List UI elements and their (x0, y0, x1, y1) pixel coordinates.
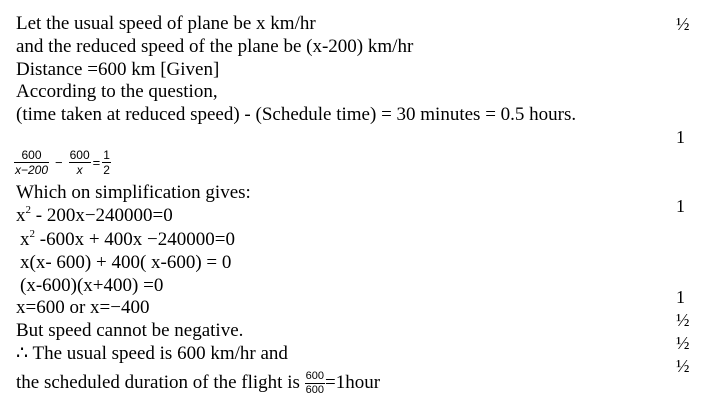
fraction-2-numerator: 600 (69, 148, 90, 162)
text-line-2: and the reduced speed of the plane be (x-200) km/hr (16, 36, 414, 57)
text-line-8-rest: -600x + 400x −240000=0 (39, 229, 235, 250)
inline-fraction (305, 370, 325, 397)
text-line-7-rest: - 200x−240000=0 (35, 205, 173, 226)
text-line-14-end: =1hour (325, 371, 381, 393)
text-line-10: (x-600)(x+400) =0 (20, 275, 164, 296)
mark-5: ½ (676, 310, 690, 330)
text-line-4: According to the question, (16, 81, 218, 102)
mark-1: ½ (676, 14, 690, 34)
mark-4: 1 (676, 287, 685, 307)
exponent-2: 2 (29, 228, 35, 240)
text-line-5: (time taken at reduced speed) - (Schedule time) = 30 minutes = 0.5 hours. (16, 104, 577, 125)
fraction-3 (102, 148, 111, 177)
mark-2: 1 (676, 127, 685, 147)
minus-sign: − (55, 155, 63, 170)
text-line-12: But speed cannot be negative. (16, 320, 244, 341)
text-line-7 (16, 205, 173, 227)
mark-6: ½ (676, 333, 690, 353)
fraction-1-denominator: x−200 (15, 163, 49, 177)
fraction-1 (14, 148, 49, 177)
text-line-6: Which on simplification gives: (16, 182, 251, 203)
fraction-2-denominator: x (76, 163, 83, 177)
mark-3: 1 (676, 196, 685, 216)
fraction-3-denominator: 2 (103, 163, 110, 177)
inline-fraction-denominator: 600 (305, 384, 324, 396)
fraction-3-numerator: 1 (103, 148, 110, 162)
mark-7: ½ (676, 356, 690, 376)
text-line-14 (16, 370, 380, 397)
text-line-8 (20, 229, 235, 251)
fraction-2 (69, 148, 91, 177)
fraction-equation (14, 148, 111, 177)
equals-sign: = (92, 155, 101, 170)
text-line-1: Let the usual speed of plane be x km/hr (16, 13, 316, 34)
text-line-11: x=600 or x=−400 (16, 297, 150, 318)
text-line-13: ∴ The usual speed is 600 km/hr and (16, 343, 288, 364)
text-line-3: Distance =600 km [Given] (16, 59, 220, 80)
text-line-9: x(x- 600) + 400( x-600) = 0 (20, 252, 232, 273)
exponent-2: 2 (25, 204, 31, 216)
text-line-14-start: the scheduled duration of the flight is (16, 371, 300, 393)
x-var: x (16, 205, 26, 226)
fraction-1-numerator: 600 (14, 148, 49, 163)
inline-fraction-numerator: 600 (305, 370, 324, 382)
x-var: x (20, 229, 30, 250)
